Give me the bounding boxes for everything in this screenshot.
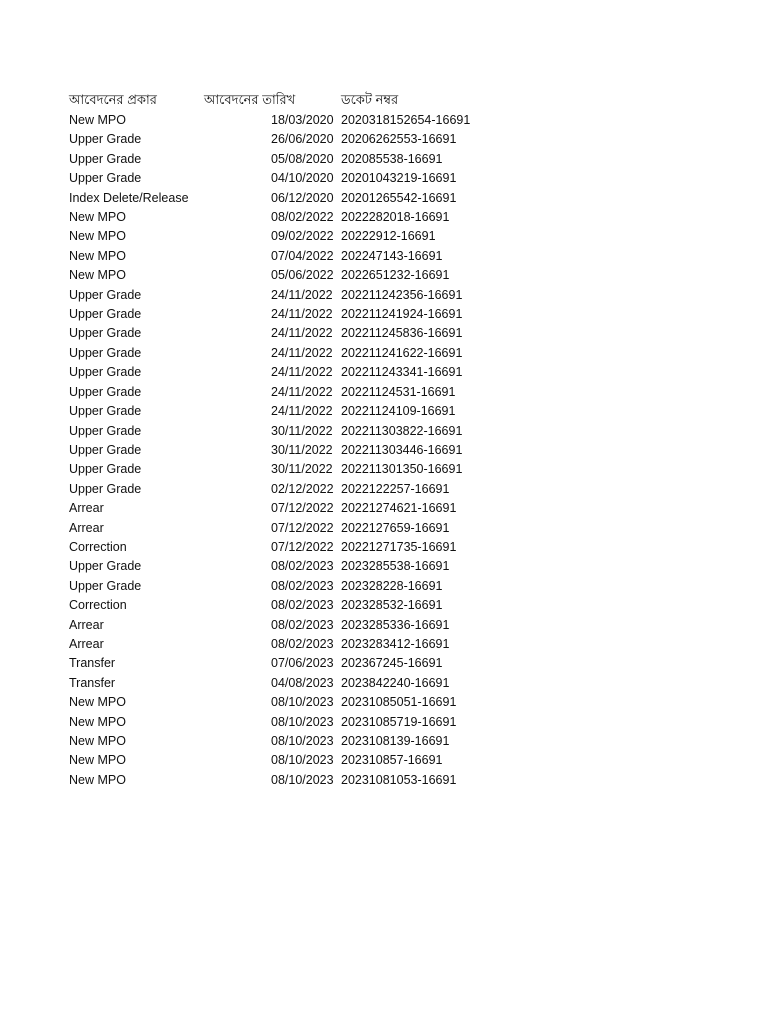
application-date-cell: 05/06/2022 xyxy=(271,268,334,283)
table-row xyxy=(69,596,689,615)
table-row xyxy=(69,460,689,479)
application-type-cell: Correction xyxy=(69,539,127,554)
table-row xyxy=(69,266,689,285)
application-type-cell: New MPO xyxy=(69,268,126,283)
docket-number-cell: 202211245836-16691 xyxy=(341,326,463,341)
docket-number-cell: 202211303446-16691 xyxy=(341,442,463,457)
docket-number-cell: 202211243341-16691 xyxy=(341,365,463,380)
application-type-cell: Transfer xyxy=(69,656,116,671)
table-row xyxy=(69,383,689,402)
application-date-cell: 08/10/2023 xyxy=(271,772,334,787)
docket-number-cell: 202211301350-16691 xyxy=(341,462,463,477)
docket-number-cell: 20222912-16691 xyxy=(341,229,436,244)
docket-number-cell: 2023285336-16691 xyxy=(341,617,450,632)
application-type-cell: Upper Grade xyxy=(69,307,142,322)
docket-number-cell: 202211241924-16691 xyxy=(341,307,463,322)
application-type-cell: Upper Grade xyxy=(69,151,142,166)
table-row xyxy=(69,635,689,654)
table-row xyxy=(69,247,689,266)
application-date-cell: 08/10/2023 xyxy=(271,695,334,710)
application-date-cell: 07/12/2022 xyxy=(271,501,334,516)
table-row xyxy=(69,771,689,790)
application-date-cell: 07/12/2022 xyxy=(271,520,334,535)
application-type-cell: Upper Grade xyxy=(69,287,142,302)
application-type-cell: New MPO xyxy=(69,695,126,710)
application-date-cell: 07/06/2023 xyxy=(271,656,334,671)
application-date-cell: 24/11/2022 xyxy=(271,307,333,322)
application-date-cell: 05/08/2020 xyxy=(271,151,334,166)
table-row xyxy=(69,441,689,460)
application-date-cell: 06/12/2020 xyxy=(271,190,334,205)
docket-number-cell: 20221271735-16691 xyxy=(341,539,457,554)
docket-number-cell: 20221124109-16691 xyxy=(341,404,456,419)
application-type-cell: New MPO xyxy=(69,753,126,768)
application-date-cell: 08/02/2022 xyxy=(271,210,334,225)
application-type-cell: Upper Grade xyxy=(69,365,142,380)
table-row xyxy=(69,422,689,441)
application-date-cell: 08/10/2023 xyxy=(271,753,334,768)
application-date-cell: 08/02/2023 xyxy=(271,617,334,632)
header-docket-number: ডকেট নম্বর xyxy=(341,92,399,107)
application-date-cell: 24/11/2022 xyxy=(271,287,333,302)
docket-number-cell: 202367245-16691 xyxy=(341,656,443,671)
application-date-cell: 08/02/2023 xyxy=(271,598,334,613)
docket-number-cell: 20201043219-16691 xyxy=(341,171,457,186)
application-type-cell: Transfer xyxy=(69,675,116,690)
docket-number-cell: 20221124531-16691 xyxy=(341,384,456,399)
table-row xyxy=(69,324,689,343)
table-row xyxy=(69,305,689,324)
application-type-cell: Upper Grade xyxy=(69,404,142,419)
application-type-cell: New MPO xyxy=(69,772,126,787)
application-type-cell: Upper Grade xyxy=(69,384,142,399)
docket-number-cell: 202211303822-16691 xyxy=(341,423,463,438)
application-type-cell: Upper Grade xyxy=(69,345,142,360)
table-row xyxy=(69,169,689,188)
docket-number-cell: 20231085719-16691 xyxy=(341,714,457,729)
application-date-cell: 08/02/2023 xyxy=(271,636,334,651)
docket-number-cell: 2022127659-16691 xyxy=(341,520,450,535)
table-row xyxy=(69,693,689,712)
table-row xyxy=(69,402,689,421)
application-type-cell: Upper Grade xyxy=(69,559,142,574)
docket-number-cell: 2023283412-16691 xyxy=(341,636,450,651)
application-date-cell: 18/03/2020 xyxy=(271,113,334,127)
application-type-cell: New MPO xyxy=(69,210,126,225)
docket-number-cell: 20206262553-16691 xyxy=(341,132,457,147)
application-date-cell: 30/11/2022 xyxy=(271,442,333,457)
docket-number-cell: 202328228-16691 xyxy=(341,578,443,593)
table-row xyxy=(69,363,689,382)
application-date-cell: 24/11/2022 xyxy=(271,404,333,419)
docket-number-cell: 20231081053-16691 xyxy=(341,772,457,787)
table-row xyxy=(69,480,689,499)
table-row xyxy=(69,499,689,518)
application-type-cell: Upper Grade xyxy=(69,326,142,341)
table-row xyxy=(69,732,689,751)
table-row xyxy=(69,538,689,557)
table-body xyxy=(69,111,689,790)
application-type-cell: Upper Grade xyxy=(69,578,142,593)
docket-number-cell: 2023842240-16691 xyxy=(341,675,450,690)
application-date-cell: 07/04/2022 xyxy=(271,248,334,263)
application-type-cell: New MPO xyxy=(69,248,126,263)
table-header xyxy=(69,90,669,110)
application-type-cell: Arrear xyxy=(69,520,104,535)
table-row xyxy=(69,286,689,305)
docket-number-cell: 2022282018-16691 xyxy=(341,210,450,225)
application-date-cell: 09/02/2022 xyxy=(271,229,334,244)
docket-number-cell: 20201265542-16691 xyxy=(341,190,457,205)
application-date-cell: 24/11/2022 xyxy=(271,326,333,341)
application-type-cell: New MPO xyxy=(69,229,126,244)
table-row xyxy=(69,150,689,169)
docket-number-cell: 20231085051-16691 xyxy=(341,695,457,710)
docket-number-cell: 20221274621-16691 xyxy=(341,501,457,516)
application-type-cell: Upper Grade xyxy=(69,132,142,147)
application-type-cell: Arrear xyxy=(69,617,104,632)
docket-number-cell: 2020318152654-16691 xyxy=(341,113,471,127)
application-type-cell: Index Delete/Release xyxy=(69,190,189,205)
docket-number-cell: 2022122257-16691 xyxy=(341,481,450,496)
application-type-cell: Upper Grade xyxy=(69,171,142,186)
application-type-cell: Upper Grade xyxy=(69,462,142,477)
table-row xyxy=(69,208,689,227)
table-row xyxy=(69,130,689,149)
table-row xyxy=(69,227,689,246)
docket-number-cell: 202328532-16691 xyxy=(341,598,443,613)
application-date-cell: 30/11/2022 xyxy=(271,423,333,438)
docket-number-cell: 202211242356-16691 xyxy=(341,287,463,302)
docket-number-cell: 2023108139-16691 xyxy=(341,734,450,748)
application-type-cell: New MPO xyxy=(69,113,126,127)
table-row xyxy=(69,577,689,596)
application-date-cell: 08/10/2023 xyxy=(271,714,334,729)
table-row xyxy=(69,519,689,538)
application-type-cell: Upper Grade xyxy=(69,423,142,438)
application-date-cell: 07/12/2022 xyxy=(271,539,334,554)
table-row xyxy=(69,344,689,363)
application-date-cell: 02/12/2022 xyxy=(271,481,334,496)
application-type-cell: Correction xyxy=(69,598,127,613)
application-date-cell: 04/08/2023 xyxy=(271,675,334,690)
table-row xyxy=(69,713,689,732)
application-date-cell: 26/06/2020 xyxy=(271,132,334,147)
table-row xyxy=(69,557,689,576)
table-row xyxy=(69,674,689,693)
application-date-cell: 30/11/2022 xyxy=(271,462,333,477)
docket-number-cell: 202211241622-16691 xyxy=(341,345,463,360)
application-date-cell: 04/10/2020 xyxy=(271,171,334,186)
application-date-cell: 08/02/2023 xyxy=(271,578,334,593)
table-row xyxy=(69,751,689,770)
docket-number-cell: 202085538-16691 xyxy=(341,151,443,166)
application-date-cell: 24/11/2022 xyxy=(271,384,333,399)
docket-number-cell: 2023285538-16691 xyxy=(341,559,450,574)
table-row xyxy=(69,111,689,130)
docket-number-cell: 2022651232-16691 xyxy=(341,268,450,283)
header-application-date: আবেদনের তারিখ xyxy=(204,92,296,107)
docket-number-cell: 202247143-16691 xyxy=(341,248,443,263)
application-type-cell: Upper Grade xyxy=(69,442,142,457)
application-date-cell: 24/11/2022 xyxy=(271,365,333,380)
application-date-cell: 08/10/2023 xyxy=(271,734,334,748)
table-row xyxy=(69,616,689,635)
application-type-cell: New MPO xyxy=(69,734,126,748)
application-type-cell: New MPO xyxy=(69,714,126,729)
header-application-type: আবেদনের প্রকার xyxy=(69,92,157,107)
application-date-cell: 08/02/2023 xyxy=(271,559,334,574)
docket-number-cell: 202310857-16691 xyxy=(341,753,443,768)
table-row xyxy=(69,654,689,673)
application-type-cell: Upper Grade xyxy=(69,481,142,496)
table-row xyxy=(69,189,689,208)
application-date-cell: 24/11/2022 xyxy=(271,345,333,360)
application-type-cell: Arrear xyxy=(69,636,104,651)
application-type-cell: Arrear xyxy=(69,501,104,516)
